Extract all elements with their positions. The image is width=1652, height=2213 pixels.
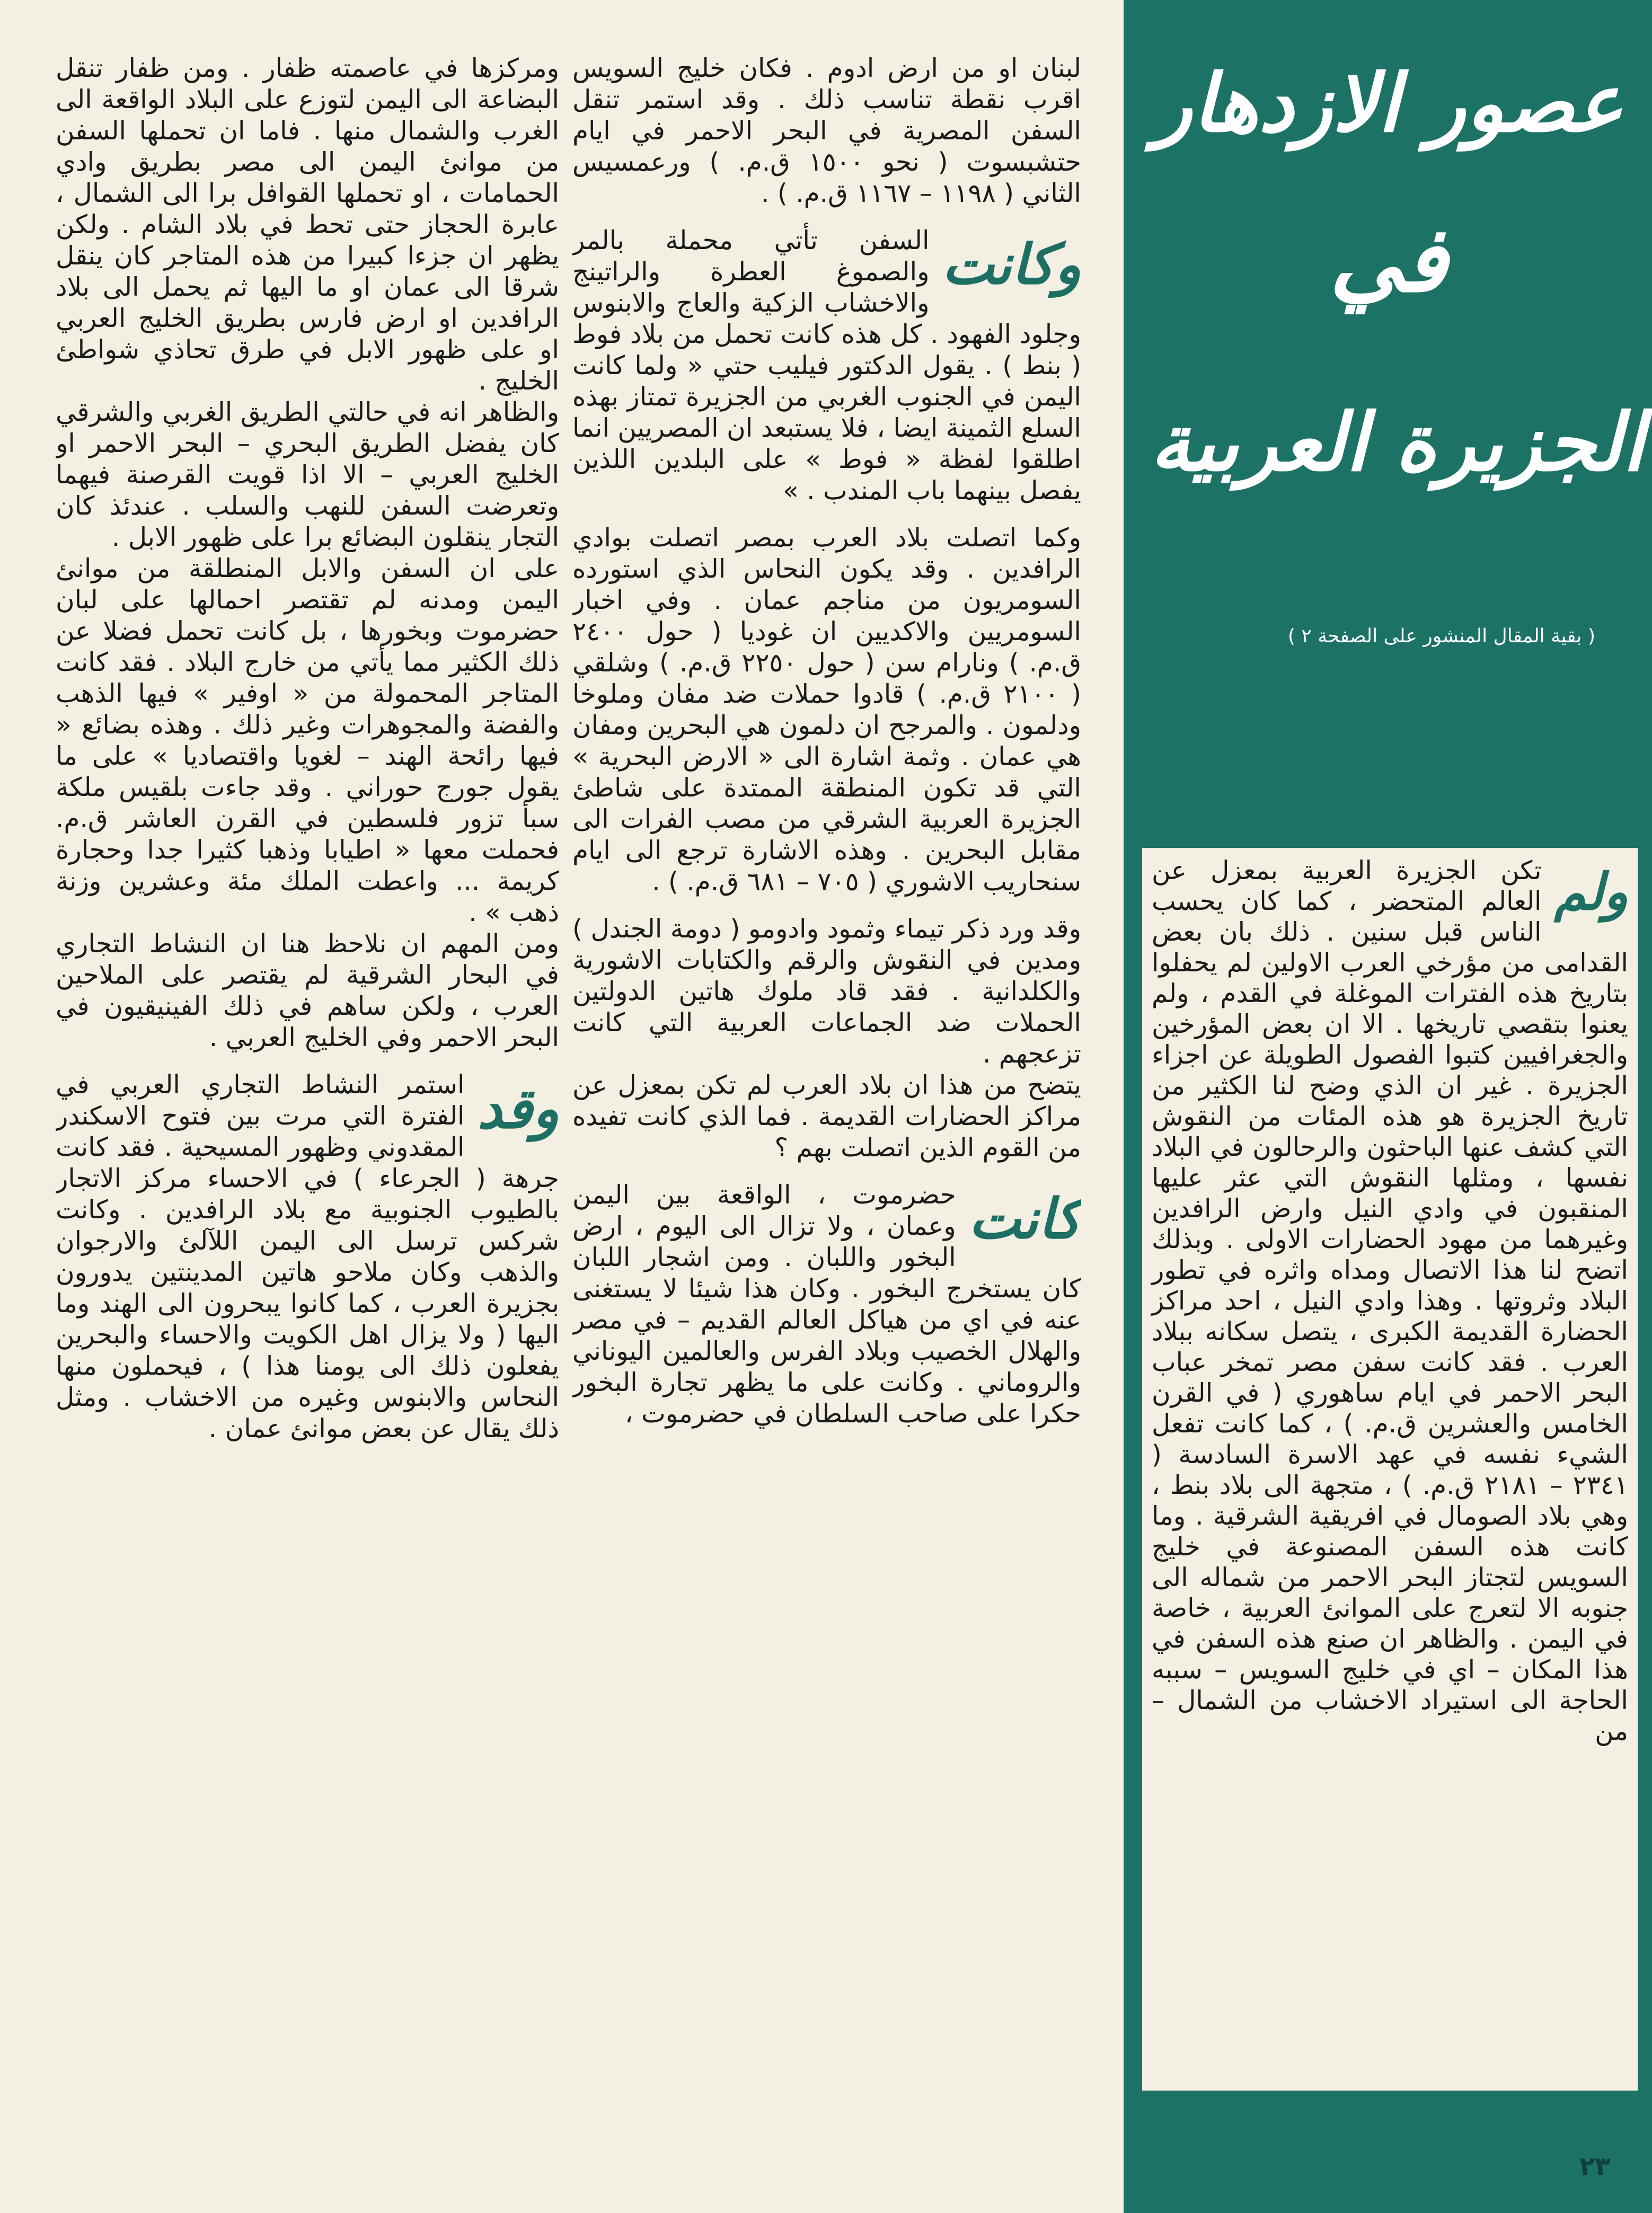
left-column <box>56 53 559 2109</box>
paragraph: على ان السفن والابل المنطلقة من موانئ اليمن ومدنه لم تقتصر احمالها على لبان حضرموت وبخورها ، بل كانت تحمل فضلا عن ذلك الكثير مما يأتي من خارج البلاد . فقد كانت المتاجر المحمولة من « اوفير » فيها الذهب والفضة والمجوهرات وغير ذلك . وهذه بضائع « فيها رائحة الهند – لغويا واقتصاديا » على ما يقول جورج حوراني . وقد جاءت بلقيس ملكة سبأ تزور فلسطين في القرن العاشر ق.م. فحملت معها « اطيابا وذهبا كثيرا جدا وحجارة كريمة ... واعطت الملك مئة وعشرين وزنة ذهب » . <box>56 554 559 927</box>
article-title <box>1150 42 1645 583</box>
paragraph: وكما اتصلت بلاد العرب بمصر اتصلت بوادي الرافدين . وقد يكون النحاس الذي استورده السومريون من مناجم عمان . وفي اخبار السومريين والاكديين ان غوديا ( حول ٢٤٠٠ ق.م. ) ونارام سن ( حول ٢٢٥٠ ق.م. ) وشلقي ( ٢١٠٠ ق.م. ) قادوا حملات ضد مفان وملوخا ودلمون . والمرجح ان دلمون هي البحرين ومفان هي عمان . وثمة اشارة الى « الارض البحرية » التي قد تكون المنطقة الممتدة على شاطئ الجزيرة العربية الشرقي من مصب الفرات الى مقابل البحرين . وهذه الاشارة ترجع الى ايام سنحاريب الاشوري ( ٧٠٥ – ٦٨١ ق.م. ) . <box>572 523 1081 897</box>
continuation-note: ( بقية المقال المنشور على الصفحة ٢ ) <box>1287 625 1595 647</box>
paragraph <box>56 1069 559 1445</box>
paragraph <box>572 1180 1081 1430</box>
middle-column <box>572 53 1081 2109</box>
dropcap-word: ولم <box>1554 862 1628 922</box>
paragraph-text: السفن تأتي محملة بالمر والصموغ العطرة والراتينج والاخشاب الزكية والعاج والابنوس وجلود الفهود . كل هذه كانت تحمل من بلاد فوط ( بنط ) . يقول الدكتور فيليب حتي « ولما كانت اليمن في الجنوب الغربي من الجزيرة تمتاز بهذه السلع الثمينة ايضا ، فلا يستبعد ان المصريين انما اطلقوا لفظة « فوط » على البلدين اللذين يفصل بينهما باب المندب . » <box>572 226 1081 506</box>
paragraph: لبنان او من ارض ادوم . فكان خليج السويس اقرب نقطة تناسب ذلك . وقد استمر تنقل السفن المصرية في البحر الاحمر في ايام حتشبسوت ( نحو ١٥٠٠ ق.م. ) ورعمسيس الثاني ( ١١٩٨ – ١١٦٧ ق.م. ) . <box>572 54 1081 208</box>
title-line-1: عصور الازدهار <box>1154 57 1623 150</box>
paragraph: يتضح من هذا ان بلاد العرب لم تكن بمعزل عن مراكز الحضارات القديمة . فما الذي كانت تفيده من القوم الذين اتصلت بهم ؟ <box>572 1070 1081 1163</box>
paragraph: ومن المهم ان نلاحظ هنا ان النشاط التجاري في البحار الشرقية لم يقتصر على الملاحين العرب ، ولكن ساهم في ذلك الفينيقيون في البحر الاحمر وفي الخليج العربي . <box>56 929 559 1052</box>
paragraph <box>572 225 1081 507</box>
paragraph: والظاهر انه في حالتي الطريق الغربي والشرقي كان يفضل الطريق البحري – البحر الاحمر او الخليج العربي – الا اذا قويت القرصنة فيهما وتعرضت السفن للنهب والسلب . عندئذ كان التجار ينقلون البضائع برا على ظهور الابل . <box>56 397 559 552</box>
paragraph: ومركزها في عاصمته ظفار . ومن ظفار تنقل البضاعة الى اليمن لتوزع على البلاد الواقعة الى الغرب والشمال منها . فاما ان تحملها السفن من موانئ اليمن الى مصر بطريق وادي الحمامات ، او تحملها القوافل برا الى الشمال ، عابرة الحجاز حتى تحط في بلاد الشام . ولكن يظهر ان جزءا كبيرا من هذه المتاجر كان ينقل شرقا الى عمان او ما اليها ثم يحمل الى بلاد الرافدين او ارض فارس بطريق الخليج العربي او على ظهور الابل في طرق تحاذي شواطئ الخليج . <box>56 54 559 396</box>
paragraph-text: حضرموت ، الواقعة بين اليمن وعمان ، ولا تزال الى اليوم ، ارض البخور واللبان . ومن اشجار اللبان كان يستخرج البخور . وكان هذا شيئا لا يستغنى عنه في اي من هياكل العالم القديم – في مصر والهلال الخصيب وبلاد الفرس والعالمين اليوناني والروماني . وكانت على ما يظهر تجارة البخور حكرا على صاحب السلطان في حضرموت ، <box>572 1180 1081 1429</box>
paragraph: وقد ورد ذكر تيماء وثمود وادومو ( دومة الجندل ) ومدين في النقوش والرقم والكتابات الاشورية والكلدانية . فقد قاد ملوك هاتين الدولتين الحملات ضد الجماعات العربية التي كانت تزعجهم . <box>572 914 1081 1069</box>
title-line-3: الجزيرة العربية <box>1150 396 1645 489</box>
dropcap-word: وقد <box>477 1076 559 1141</box>
dropcap-word: كانت <box>968 1186 1081 1251</box>
panel-paragraph: تكن الجزيرة العربية بمعزل عن العالم المتحضر ، كما كان يحسب الناس قبل سنين . ذلك بان بعض القدامى من مؤرخي العرب الاولين لم يحفلوا بتاريخ هذه الفترات الموغلة في القدم ، ولم يعنوا بتقصي تاريخها . الا ان بعض المؤرخين والجغرافيين كتبوا الفصول الطويلة عن اجزاء الجزيرة . غير ان الذي وضح لنا الكثير من تاريخ الجزيرة هو هذه المئات من النقوش التي كشف عنها الباحثون والرحالون في البلاد نفسها ، ومثلها النقوش التي عثر عليها المنقبون في وادي النيل وارض الرافدين وغيرهما من مهود الحضارات الاولى . وبذلك اتضح لنا هذا الاتصال ومداه واثره في تطور البلاد وثروتها . وهذا وادي النيل ، احد مراكز الحضارة القديمة الكبرى ، يتصل سكانه ببلاد العرب . فقد كانت سفن مصر تمخر عباب البحر الاحمر في ايام ساهوري ( في القرن الخامس والعشرين ق.م. ) ، كما كانت تفعل الشيء نفسه في عهد الاسرة السادسة ( ٢٣٤١ – ٢١٨١ ق.م. ) ، متجهة الى بلاد بنط ، وهي بلاد الصومال في افريقية الشرقية . وما كانت هذه السفن المصنوعة في خليج السويس لتجتاز البحر الاحمر من شماله الى جنوبه الا لتعرج على الموانئ العربية ، خاصة في اليمن . والظاهر ان صنع هذه السفن في هذا المكان – اي في خليج السويس – سببه الحاجة الى استيراد الاخشاب من الشمال – من <box>1152 856 1628 1746</box>
paragraph-text: استمر النشاط التجاري العربي في الفترة التي مرت بين فتوح الاسكندر المقدوني وظهور المسيحية . فقد كانت جرهة ( الجرعاء ) في الاحساء مركز الاتجار بالطيوب الجنوبية مع بلاد الرافدين . وكانت شركس ترسل الى اليمن اللآلئ والارجوان والذهب وكان ملاحو هاتين المدينتين يدورون بجزيرة العرب ، كما كانوا يبحرون الى الهند وما اليها ( ولا يزال اهل الكويت والاحساء والبحرين يفعلون ذلك الى يومنا هذا ) ، فيحملون منها النحاس والابنوس وغيره من الاخشاب . ومثل ذلك يقال عن بعض موانئ عمان . <box>56 1070 559 1444</box>
panel-article-section <box>1142 848 1638 2091</box>
dropcap-word: وكانت <box>942 232 1081 297</box>
title-line-2: في <box>1329 207 1448 313</box>
page-number: ٢٣ <box>1579 2152 1611 2181</box>
